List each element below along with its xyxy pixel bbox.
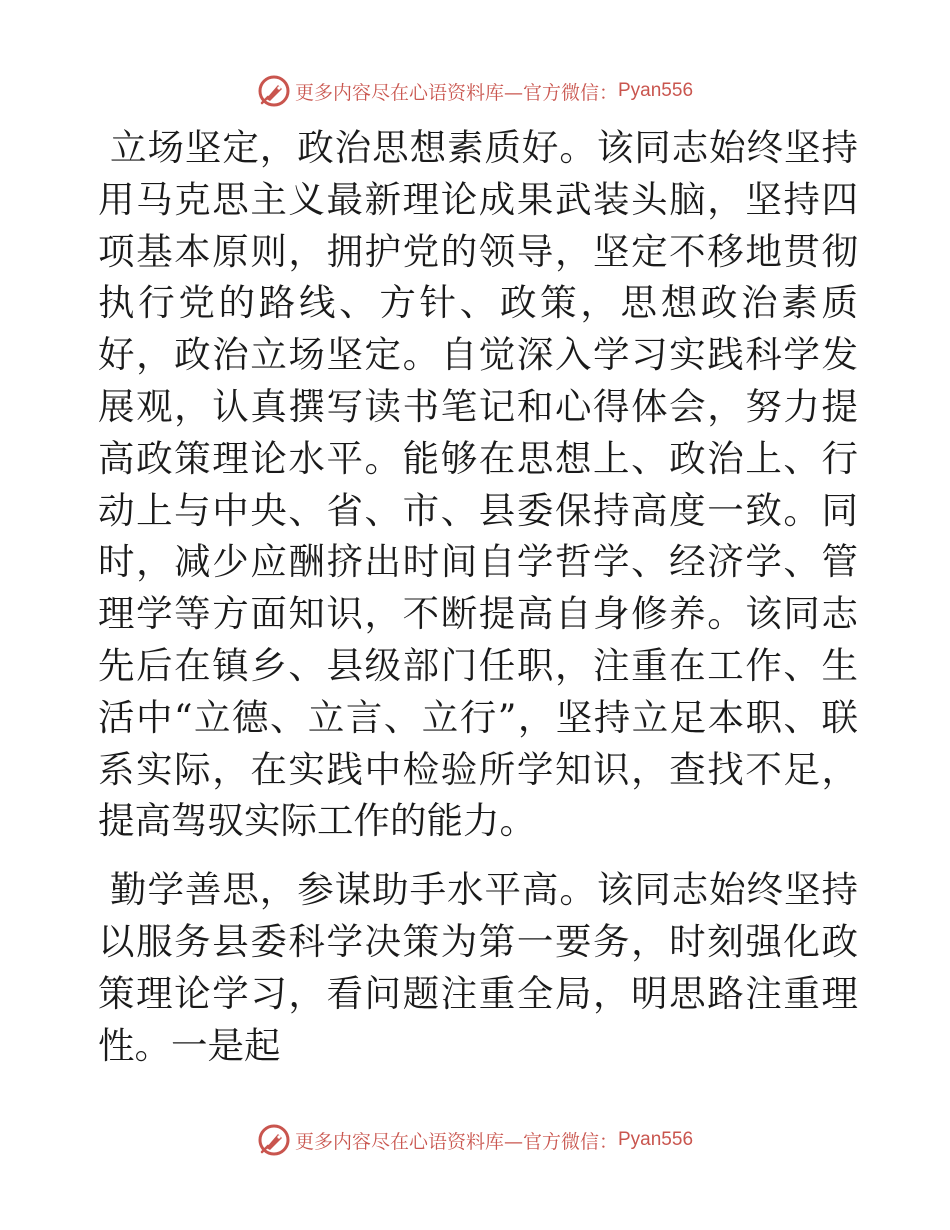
pen-nib-logo-icon xyxy=(257,1123,291,1157)
document-body xyxy=(98,122,858,1071)
paragraph-1: 立场坚定，政治思想素质好。该同志始终坚持用马克思主义最新理论成果武装头脑，坚持四项基本原则，拥护党的领导，坚定不移地贯彻执行党的路线、方针、政策，思想政治素质好，政治立场坚定。自觉深入学习实践科学发展观，认真撰写读书笔记和心得体会，努力提高政策理论水平。能够在思想上、政治上、行动上与中央、省、市、县委保持高度一致。同时，减少应酬挤出时间自学哲学、经济学、管理学等方面知识，不断提高自身修养。该同志先后在镇乡、县级部门任职，注重在工作、生活中“立德、立言、立行”，坚持立足本职、联系实际，在实践中检验所学知识，查找不足，提高驾驭实际工作的能力。 xyxy=(98,126,858,843)
watermark-text: 更多内容尽在心语资料库—官方微信： xyxy=(294,1130,618,1153)
header-watermark xyxy=(0,71,950,111)
footer-watermark xyxy=(0,1120,950,1160)
watermark-account: Pyan556 xyxy=(618,80,694,101)
paragraph-2: 勤学善思，参谋助手水平高。该同志始终坚持以服务县委科学决策为第一要务，时刻强化政策理论学习，看问题注重全局，明思路注重理性。一是起 xyxy=(98,868,858,1067)
pen-nib-logo-icon xyxy=(257,74,291,108)
watermark-account: Pyan556 xyxy=(618,1129,694,1150)
watermark-text: 更多内容尽在心语资料库—官方微信： xyxy=(294,81,618,104)
